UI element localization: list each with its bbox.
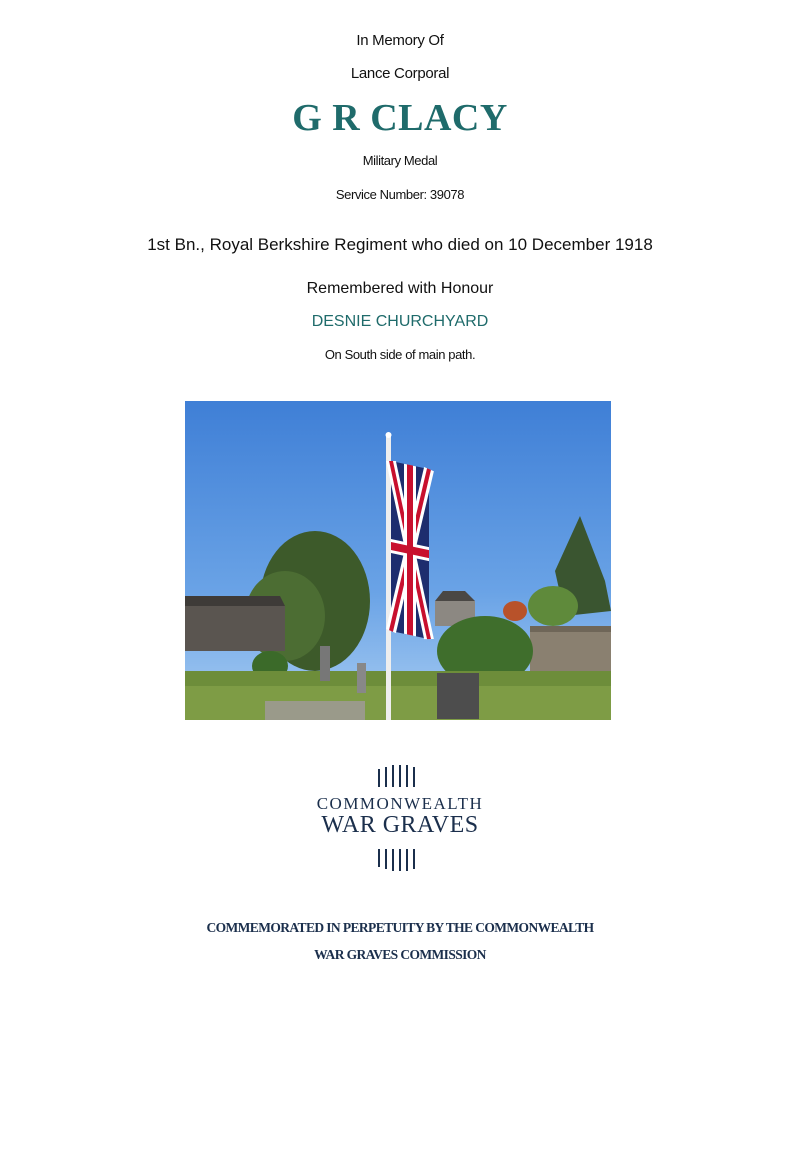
remembered-with-honour: Remembered with Honour <box>306 280 494 297</box>
in-memory-heading: In Memory Of <box>356 32 444 49</box>
logo-bottom-marks-icon <box>0 849 800 871</box>
casualty-name: G R CLACY <box>292 97 508 139</box>
location-note: On South side of main path. <box>324 347 476 362</box>
logo-war-graves: WAR GRAVES <box>321 812 479 838</box>
service-number: Service Number: 39078 <box>335 187 465 202</box>
regiment-line: 1st Bn., Royal Berkshire Regiment who died on 10 December 1918 <box>147 235 653 254</box>
logo-commonwealth: COMMONWEALTH <box>316 794 484 813</box>
footer-line-1: COMMEMORATED IN PERPETUITY BY THE COMMONWEALTH <box>206 920 594 935</box>
rank: Lance Corporal <box>350 65 450 82</box>
churchyard-photo <box>185 401 611 720</box>
cemetery-name: DESNIE CHURCHYARD <box>311 313 489 330</box>
footer-line-2: WAR GRAVES COMMISSION <box>314 947 486 962</box>
flag-photo-icon <box>185 401 611 720</box>
logo-top-marks-icon <box>0 765 800 787</box>
honour: Military Medal <box>362 153 438 168</box>
